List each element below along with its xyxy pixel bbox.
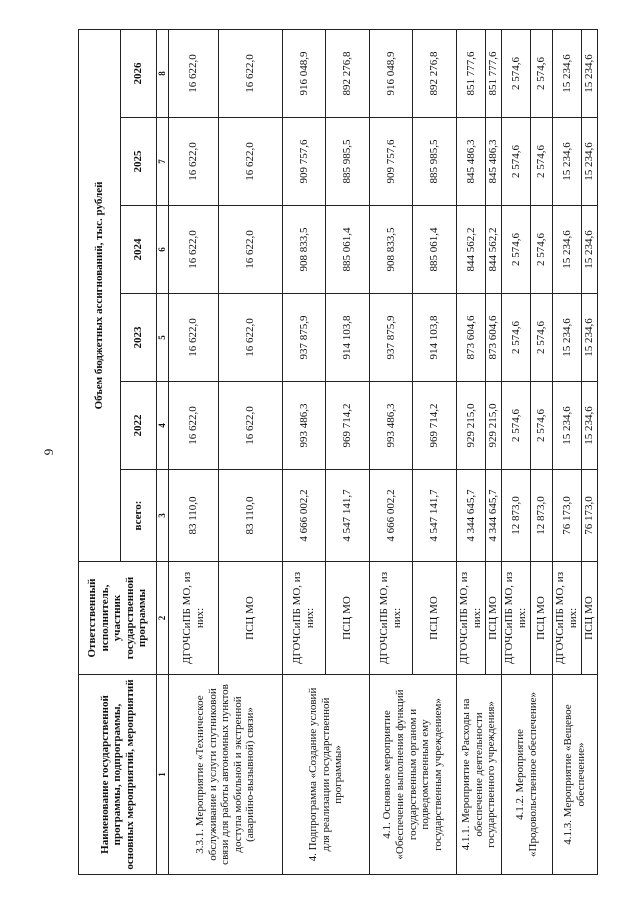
value-cell: 2 574,6 (502, 206, 531, 294)
executor-cell: ДГОЧСиПБ МО, из них: (457, 562, 486, 675)
value-cell: 909 757,6 (283, 118, 326, 206)
value-cell: 16 622,0 (219, 206, 283, 294)
index-cell: 3 (157, 470, 169, 562)
item-name: 4.1.2. Мероприятие «Продовольственное обеспечение» (502, 675, 553, 875)
value-cell: 993 486,3 (283, 382, 326, 470)
table-row (169, 29, 219, 874)
value-cell: 937 875,9 (283, 294, 326, 382)
header-year: 2022 (121, 382, 157, 470)
value-cell: 845 486,3 (486, 118, 502, 206)
header-year: 2023 (121, 294, 157, 382)
index-cell: 8 (157, 29, 169, 117)
value-cell: 892 276,8 (326, 29, 370, 117)
value-cell: 76 173,0 (582, 470, 598, 562)
value-cell: 16 622,0 (219, 294, 283, 382)
value-cell: 76 173,0 (553, 470, 582, 562)
value-cell: 15 234,6 (553, 118, 582, 206)
value-cell: 2 574,6 (531, 206, 553, 294)
value-cell: 15 234,6 (582, 206, 598, 294)
executor-cell: ДГОЧСиПБ МО, из них: (169, 562, 219, 675)
index-cell: 6 (157, 206, 169, 294)
item-name: 4.1. Основное мероприятие «Обеспечение выполнения функций государственным органом и подведомственным ему государственным учреждением» (370, 675, 457, 875)
value-cell: 2 574,6 (531, 29, 553, 117)
value-cell: 16 622,0 (219, 29, 283, 117)
value-cell: 845 486,3 (457, 118, 486, 206)
value-cell: 4 666 002,2 (370, 470, 413, 562)
value-cell: 2 574,6 (531, 118, 553, 206)
value-cell: 885 985,5 (413, 118, 457, 206)
header-executor: Ответственный исполнитель, участник государственной программы (79, 562, 157, 675)
value-cell: 969 714,2 (326, 382, 370, 470)
index-cell: 2 (157, 562, 169, 675)
value-cell: 885 985,5 (326, 118, 370, 206)
executor-cell: ПСЦ МО (219, 562, 283, 675)
value-cell: 873 604,6 (457, 294, 486, 382)
header-year: 2026 (121, 29, 157, 117)
table-row (457, 29, 486, 874)
value-cell: 885 061,4 (326, 206, 370, 294)
value-cell: 15 234,6 (553, 29, 582, 117)
value-cell: 892 276,8 (413, 29, 457, 117)
value-cell: 2 574,6 (502, 294, 531, 382)
header-year: 2024 (121, 206, 157, 294)
table-row (502, 29, 531, 874)
value-cell: 15 234,6 (553, 294, 582, 382)
value-cell: 2 574,6 (502, 29, 531, 117)
value-cell: 844 562,2 (457, 206, 486, 294)
value-cell: 4 344 645,7 (457, 470, 486, 562)
value-cell: 993 486,3 (370, 382, 413, 470)
value-cell: 15 234,6 (582, 29, 598, 117)
value-cell: 4 666 002,2 (283, 470, 326, 562)
value-cell: 16 622,0 (169, 29, 219, 117)
index-cell: 4 (157, 382, 169, 470)
value-cell: 937 875,9 (370, 294, 413, 382)
page-number: 9 (41, 448, 56, 456)
value-cell: 15 234,6 (582, 294, 598, 382)
table-row (370, 29, 413, 874)
index-cell: 1 (157, 675, 169, 875)
value-cell: 12 873,0 (531, 470, 553, 562)
value-cell: 2 574,6 (502, 382, 531, 470)
value-cell: 16 622,0 (169, 118, 219, 206)
item-name: 4.1.1. Мероприятие «Расходы на обеспечение деятельности государственного учреждения» (457, 675, 502, 875)
value-cell: 969 714,2 (413, 382, 457, 470)
executor-cell: ДГОЧСиПБ МО, из них: (283, 562, 326, 675)
value-cell: 83 110,0 (219, 470, 283, 562)
rotated-table-container (78, 30, 596, 875)
value-cell: 851 777,6 (486, 29, 502, 117)
value-cell: 4 547 141,7 (413, 470, 457, 562)
value-cell: 16 622,0 (169, 382, 219, 470)
value-cell: 909 757,6 (370, 118, 413, 206)
item-name: 4.1.3. Мероприятие «Вещевое обеспечение» (553, 675, 598, 875)
value-cell: 916 048,9 (370, 29, 413, 117)
value-cell: 12 873,0 (502, 470, 531, 562)
index-cell: 7 (157, 118, 169, 206)
value-cell: 15 234,6 (553, 206, 582, 294)
item-name: 4. Подпрограмма «Создание условий для реализации государственной программы» (283, 675, 370, 875)
value-cell: 15 234,6 (582, 382, 598, 470)
value-cell: 885 061,4 (413, 206, 457, 294)
value-cell: 4 547 141,7 (326, 470, 370, 562)
executor-cell: ПСЦ МО (326, 562, 370, 675)
value-cell: 16 622,0 (219, 382, 283, 470)
value-cell: 16 622,0 (169, 206, 219, 294)
value-cell: 2 574,6 (531, 294, 553, 382)
value-cell: 4 344 645,7 (486, 470, 502, 562)
executor-cell: ПСЦ МО (486, 562, 502, 675)
header-name: Наименование государственной программы, подпрограммы, основных мероприятий, мероприятий (79, 675, 157, 875)
item-name: 3.3.1. Мероприятие «Техническое обслуживание и услуги спутниковой связи для работы автономных пунктов доступа мобильной и экстренной (аварийно-вызывной) связи» (169, 675, 283, 875)
value-cell: 16 622,0 (169, 294, 219, 382)
executor-cell: ДГОЧСиПБ МО, из них: (370, 562, 413, 675)
value-cell: 914 103,8 (326, 294, 370, 382)
header-budget-group: Объем бюджетных ассигнований, тыс. рублей (79, 29, 121, 561)
value-cell: 15 234,6 (582, 118, 598, 206)
value-cell: 916 048,9 (283, 29, 326, 117)
executor-cell: ДГОЧСиПБ МО, из них: (502, 562, 531, 675)
value-cell: 16 622,0 (219, 118, 283, 206)
value-cell: 15 234,6 (553, 382, 582, 470)
executor-cell: ПСЦ МО (413, 562, 457, 675)
index-cell: 5 (157, 294, 169, 382)
value-cell: 2 574,6 (531, 382, 553, 470)
table-row (283, 29, 326, 874)
value-cell: 914 103,8 (413, 294, 457, 382)
executor-cell: ПСЦ МО (582, 562, 598, 675)
value-cell: 873 604,6 (486, 294, 502, 382)
value-cell: 2 574,6 (502, 118, 531, 206)
value-cell: 83 110,0 (169, 470, 219, 562)
value-cell: 851 777,6 (457, 29, 486, 117)
value-cell: 908 833,5 (370, 206, 413, 294)
value-cell: 929 215,0 (457, 382, 486, 470)
budget-table (78, 29, 598, 875)
executor-cell: ДГОЧСиПБ МО, из них: (553, 562, 582, 675)
executor-cell: ПСЦ МО (531, 562, 553, 675)
header-year: 2025 (121, 118, 157, 206)
value-cell: 908 833,5 (283, 206, 326, 294)
header-total: всего: (121, 470, 157, 562)
value-cell: 929 215,0 (486, 382, 502, 470)
table-row (553, 29, 582, 874)
value-cell: 844 562,2 (486, 206, 502, 294)
